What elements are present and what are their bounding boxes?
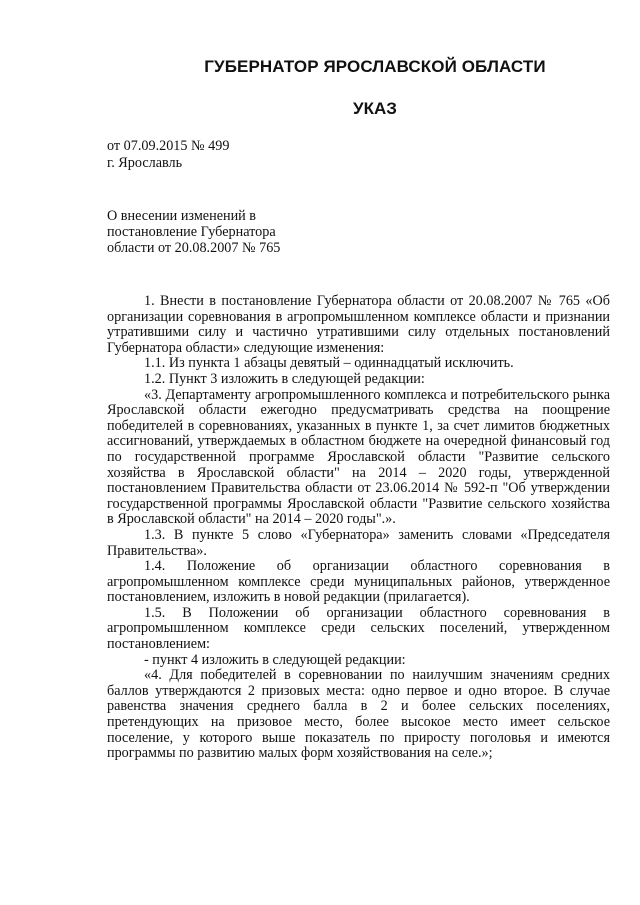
subject-line: области от 20.08.2007 № 765 (107, 239, 281, 256)
city: г. Ярославль (107, 155, 183, 171)
paragraph-1-2: 1.2. Пункт 3 изложить в следующей редакции: (144, 370, 425, 387)
document-meta (107, 138, 229, 172)
paragraph-1-3: 1.3. В пункте 5 слово «Губернатора» заменить словами «Председателя Правительства». (107, 526, 610, 559)
paragraph-1-2-quote: «3. Департаменту агропромышленного комплекса и потребительского рынка Ярославской области ежегодно предусматривать средства на поощрение победителей в соревнованиях, указанных в пункте 1, за счет лимитов бюджетных ассигнований, утверждаемых в областном бюджете на очередной финансовый год по государственной программе Ярославской области "Развитие сельского хозяйства в Ярославской области" на 2014 – 2020 годы, утвержденной постановлением Правительства области от 23.06.2014 № 592-п "Об утверждении государственной программы Ярославской области "Развитие сельского хозяйства в Ярославской области" на 2014 – 2020 годы".». (107, 386, 610, 528)
paragraph-1-5-quote: «4. Для победителей в соревновании по наилучшим значениям средних баллов утверждаются 2 призовых места: одно первое и одно второе. В случае равенства значения среднего балла в 2 и более сельских поселениях, претендующих на призовое место, более высокое место имеет сельское поселение, у которого выше показатель по приросту поголовья и имеются программы по развитию малых форм хозяйствования на селе.»; (107, 667, 610, 762)
document-type-title: УКАЗ (353, 99, 397, 118)
paragraph-1-4: 1.4. Положение об организации областного соревнования в агропромышленном комплексе среди муниципальных районов, утвержденное постановлением, изложить в новой редакции (прилагается). (107, 558, 610, 606)
document-body (107, 294, 610, 762)
document-subject (107, 209, 367, 256)
date-number: от 07.09.2015 № 499 (107, 138, 230, 154)
paragraph-1-5: 1.5. В Положении об организации областного соревнования в агропромышленном комплексе среди сельских поселений, утвержденном постановлением: (107, 604, 610, 653)
paragraph-1-5-item: - пункт 4 изложить в следующей редакции: (144, 651, 406, 668)
subject-line: О внесении изменений в (107, 208, 257, 224)
subject-line: постановление Губернатора (107, 223, 276, 240)
paragraph-1-1: 1.1. Из пункта 1 абзацы девятый – одиннадцатый исключить. (144, 355, 514, 372)
paragraph-1: 1. Внести в постановление Губернатора области от 20.08.2007 № 765 «Об организации соревнования в агропромышленном комплексе области и признании утратившими силу и частично утратившими силу отдельных постановлений Губернатора области» следующие изменения: (107, 293, 610, 356)
organization-title: ГУБЕРНАТОР ЯРОСЛАВСКОЙ ОБЛАСТИ (204, 57, 546, 76)
